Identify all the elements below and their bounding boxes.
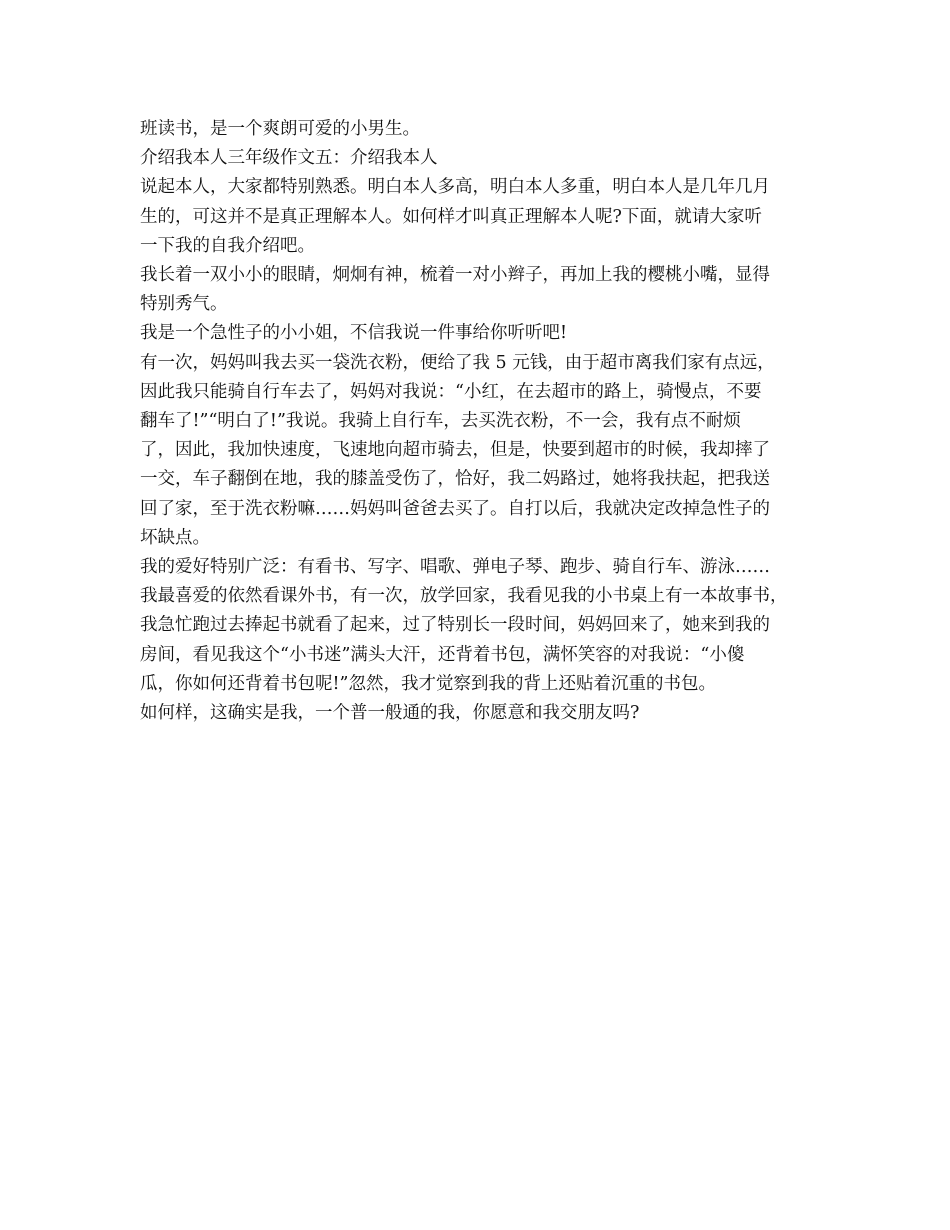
essay-title: 介绍我本人三年级作文五：介绍我本人 (140, 148, 438, 169)
essay-body (140, 115, 820, 728)
essay-paragraph-closing: 如何样，这确实是我，一个普一般通的我，你愿意和我交朋友吗? (140, 703, 640, 724)
essay-paragraph-hobbies: 我的爱好特别广泛：有看书、写字、唱歌、弹电子琴、跑步、骑自行车、游泳…… 我最喜爱的依然看课外书，有一次，放学回家，我看见我的小书桌上有一本故事书， 我急忙跑过去捧起书就看了起来，过了特别长一段时间，妈妈回来了，她来到我的 房间，看见我这个“小书迷”满头大汗，还背着书包，满怀笑容的对我说：“小傻 瓜，你如何还背着书包呢!”忽然，我才觉察到我的背上还贴着沉重的书包。 (140, 557, 788, 694)
essay-paragraph-appearance: 我长着一双小小的眼睛，炯炯有神，梳着一对小辫子，再加上我的樱桃小嘴，显得 特别秀气。 (140, 265, 770, 315)
essay-paragraph-intro: 说起本人，大家都特别熟悉。明白本人多高，明白本人多重，明白本人是几年几月 生的，可这并不是真正理解本人。如何样才叫真正理解本人呢?下面，就请大家听 一下我的自我介绍吧。 (140, 177, 770, 256)
essay-paragraph-story: 有一次，妈妈叫我去买一袋洗衣粉，便给了我 5 元钱，由于超市离我们家有点远， 因此我只能骑自行车去了，妈妈对我说：“小红，在去超市的路上，骑慢点，不要 翻车了!”“明白了!”我说。我骑上自行车，去买洗衣粉，不一会，我有点不耐烦 了，因此，我加快速度，飞速地向超市骑去，但是，快要到超市的时候，我却摔了 一交，车子翻倒在地，我的膝盖受伤了，恰好，我二妈路过，她将我扶起，把我送 回了家，至于洗衣粉嘛……妈妈叫爸爸去买了。自打以后，我就决定改掉急性子的 坏缺点。 (140, 352, 775, 548)
essay-paragraph-personality: 我是一个急性子的小小姐，不信我说一件事给你听听吧! (140, 323, 568, 344)
essay-paragraph-1: 班读书，是一个爽朗可爱的小男生。 (140, 119, 420, 139)
